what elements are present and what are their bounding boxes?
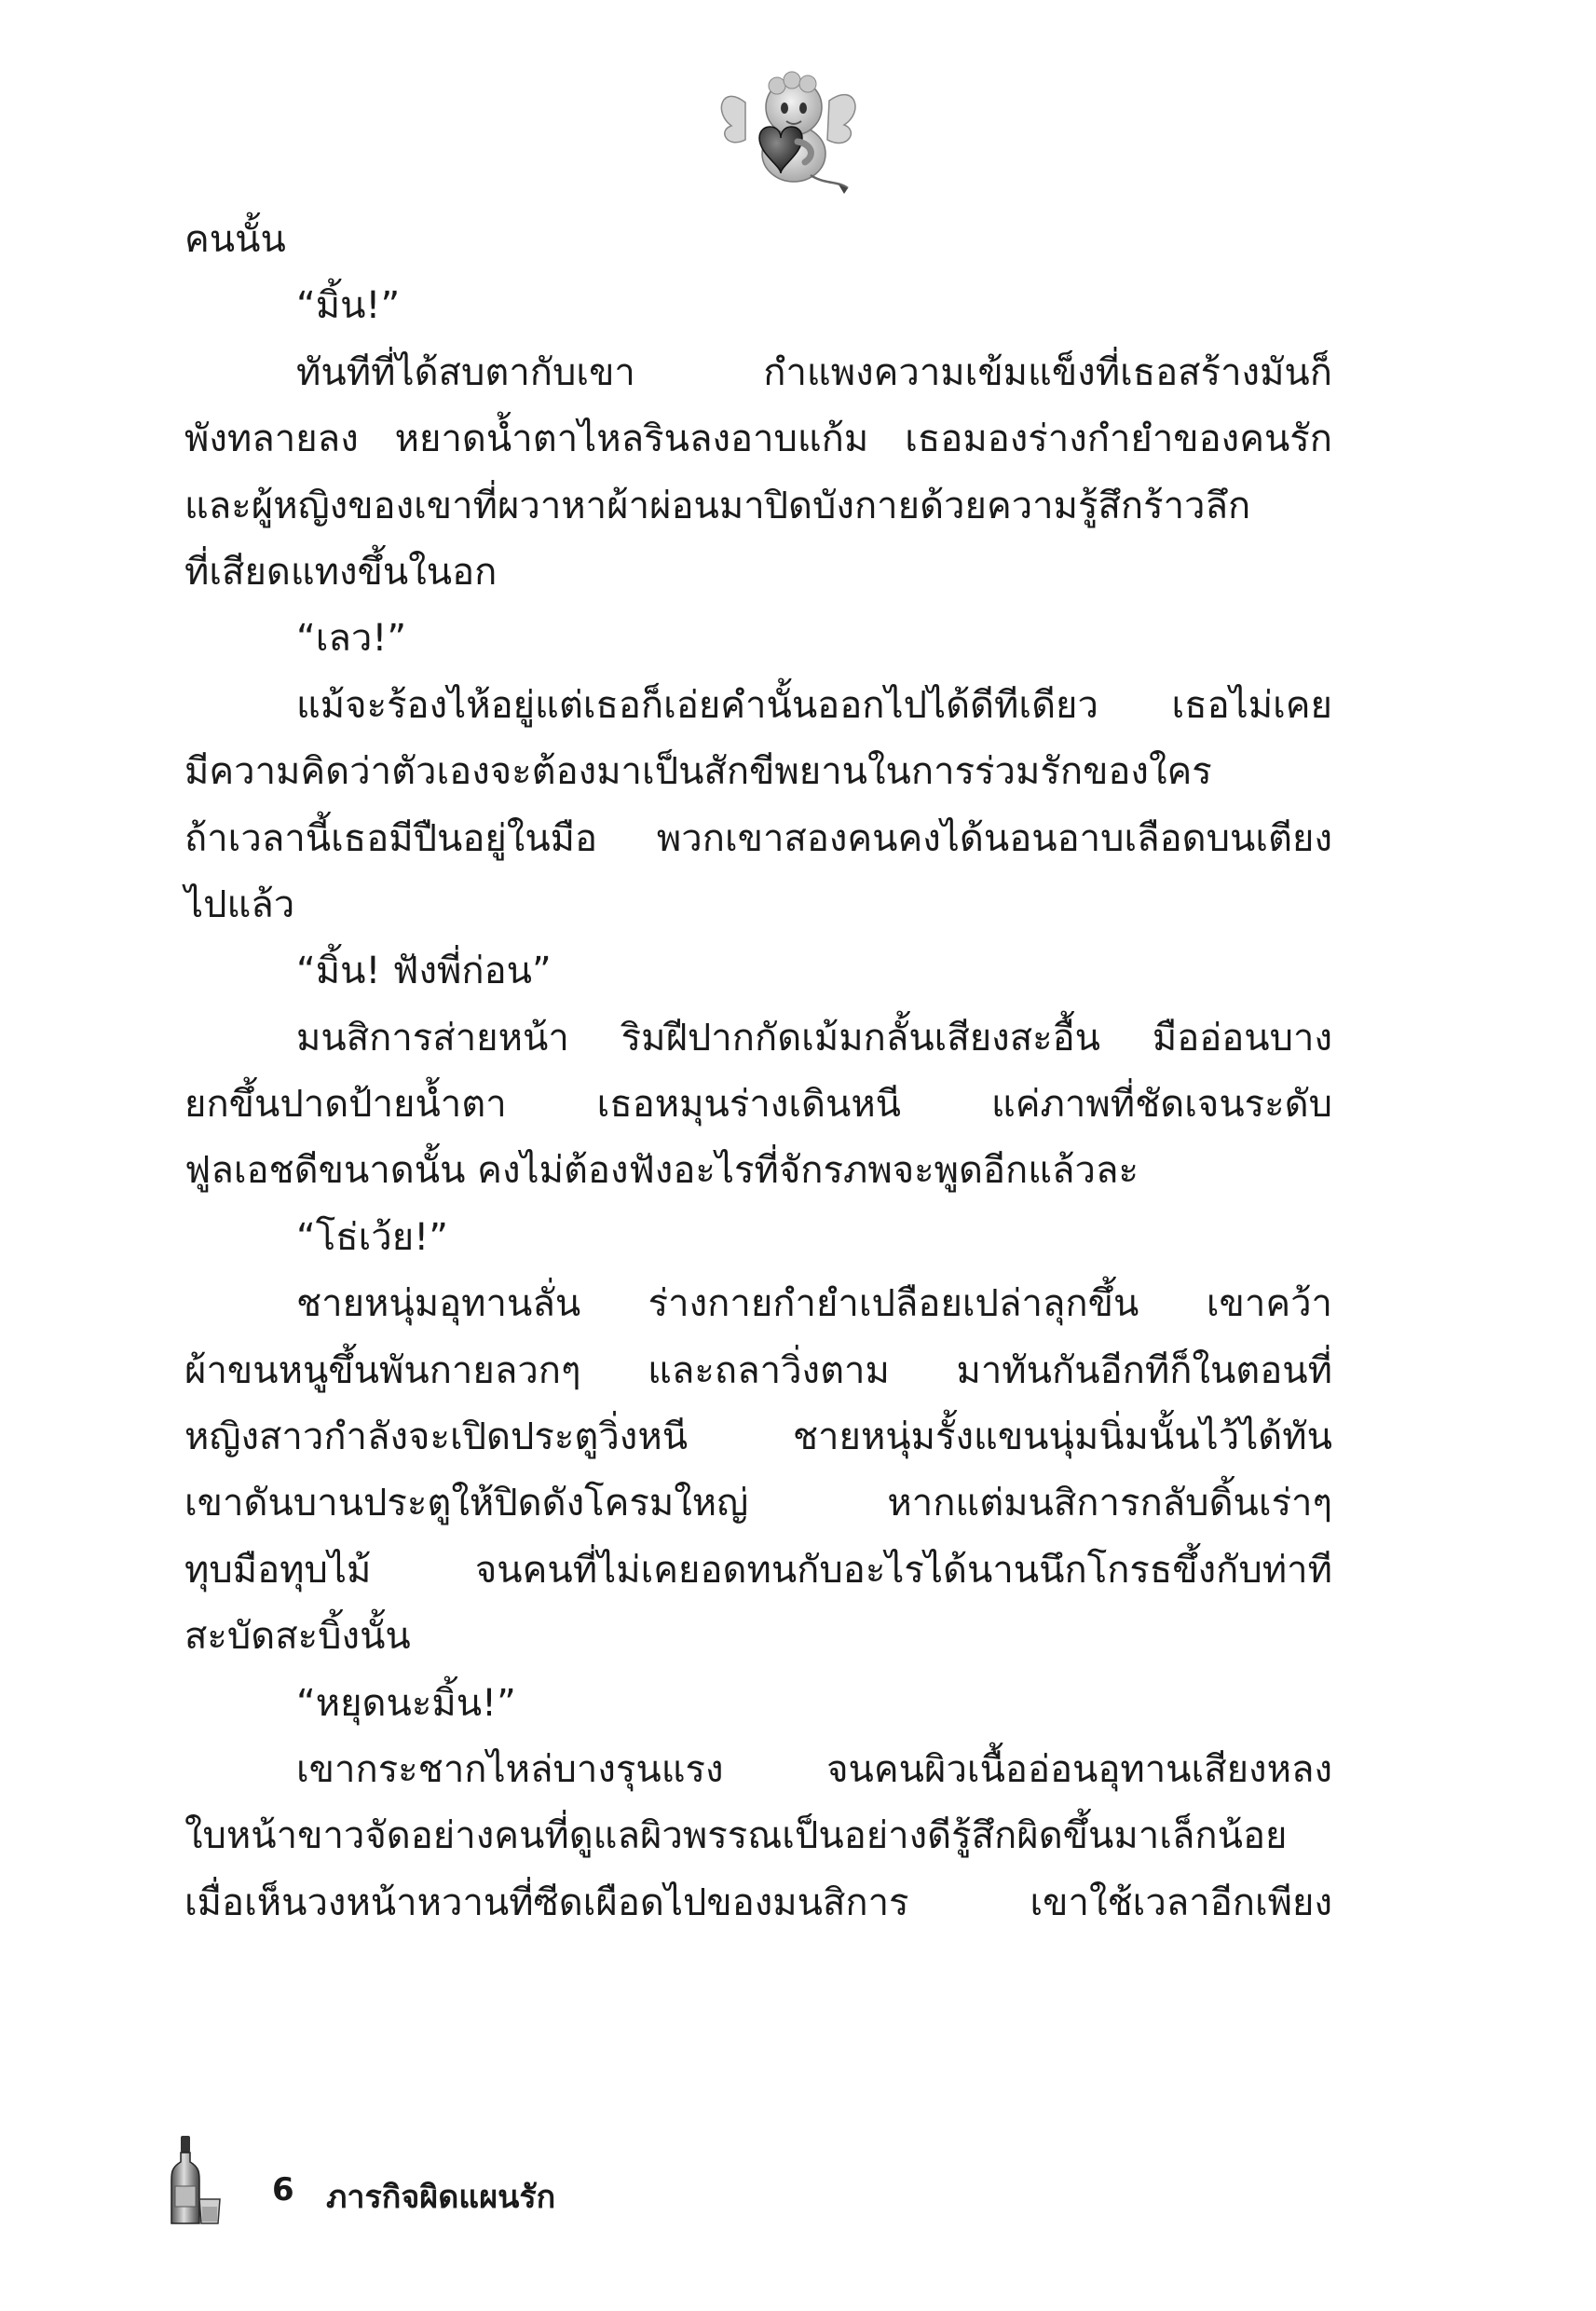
body-text [184, 207, 1332, 1936]
text-line: “เลว!” [296, 617, 407, 661]
text-line: “มิ้น! ฟังพี่ก่อน” [296, 950, 552, 993]
text-line: เขาดันบานประตูให้ปิดดังโครมใหญ่ หากแต่มนสิการกลับดิ้นเร่าๆ [184, 1482, 1332, 1525]
text-line: เขากระชากไหล่บางรุนแรง จนคนผิวเนื้ออ่อนอุทานเสียงหลง [296, 1747, 1332, 1791]
text-line: ใบหน้าขาวจัดอย่างคนที่ดูแลผิวพรรณเป็นอย่างดีรู้สึกผิดขึ้นมาเล็กน้อย [184, 1814, 1288, 1858]
text-line: ทุบมือทุบไม้ จนคนที่ไม่เคยอดทนกับอะไรได้นานนึกโกรธขึ้งกับท่าที [184, 1548, 1332, 1592]
text-line: ชายหนุ่มอุทานลั่น ร่างกายกำยำเปลือยเปล่าลุกขึ้น เขาคว้า [296, 1282, 1332, 1326]
text-line: และผู้หญิงของเขาที่ผวาหาผ้าผ่อนมาปิดบังกายด้วยความรู้สึกร้าวลึก [184, 484, 1251, 527]
text-line: พังทลายลง หยาดน้ำตาไหลรินลงอาบแก้ม เธอมองร่างกำยำของคนรัก [184, 417, 1332, 461]
text-line: คนนั้น [184, 218, 286, 261]
book-title: ภารกิจผิดแผนรัก [326, 2179, 556, 2216]
text-line: ทันทีที่ได้สบตากับเขา กำแพงความเข้มแข็งที่เธอสร้างมันก็ [296, 350, 1332, 394]
text-line: ฟูลเอชดีขนาดนั้น คงไม่ต้องฟังอะไรที่จักรภพจะพูดอีกแล้วละ [184, 1149, 1139, 1193]
text-line: ถ้าเวลานี้เธอมีปืนอยู่ในมือ พวกเขาสองคนคงได้นอนอาบเลือดบนเตียง [184, 816, 1332, 860]
text-line: “หยุดนะมิ้น!” [296, 1681, 516, 1725]
text-line: ยกขึ้นปาดป้ายน้ำตา เธอหมุนร่างเดินหนี แค่ภาพที่ชัดเจนระดับ [184, 1083, 1332, 1127]
text-line: ไปแล้ว [184, 882, 295, 926]
page-number: 6 [272, 2171, 294, 2208]
text-line: เมื่อเห็นวงหน้าหวานที่ซีดเผือดไปของมนสิการ เขาใช้เวลาอีกเพียง [184, 1880, 1332, 1924]
text-line: แม้จะร้องไห้อยู่แต่เธอก็เอ่ยคำนั้นออกไปได้ดีทีเดียว เธอไม่เคย [296, 683, 1332, 727]
page-footer [168, 2134, 727, 2236]
text-line: “โธ่เว้ย!” [296, 1215, 448, 1259]
text-line: ที่เสียดแทงขึ้นในอก [184, 550, 498, 594]
bottle-and-glass-icon [168, 2134, 224, 2227]
text-line: หญิงสาวกำลังจะเปิดประตูวิ่งหนี ชายหนุ่มรั้งแขนนุ่มนิ่มนั้นไว้ได้ทัน [184, 1415, 1332, 1459]
text-line: ผ้าขนหนูขึ้นพันกายลวกๆ และถลาวิ่งตาม มาทันกันอีกทีก็ในตอนที่ [184, 1348, 1332, 1392]
text-line: มนสิการส่ายหน้า ริมฝีปากกัดเม้มกลั้นเสียงสะอื้น มืออ่อนบาง [296, 1016, 1332, 1060]
cupid-with-heart-icon [708, 65, 866, 196]
text-line: มีความคิดว่าตัวเองจะต้องมาเป็นสักขีพยานในการร่วมรักของใคร [184, 750, 1212, 794]
text-line: สะบัดสะบิ้งนั้น [184, 1615, 411, 1659]
text-line: “มิ้น!” [296, 284, 401, 328]
